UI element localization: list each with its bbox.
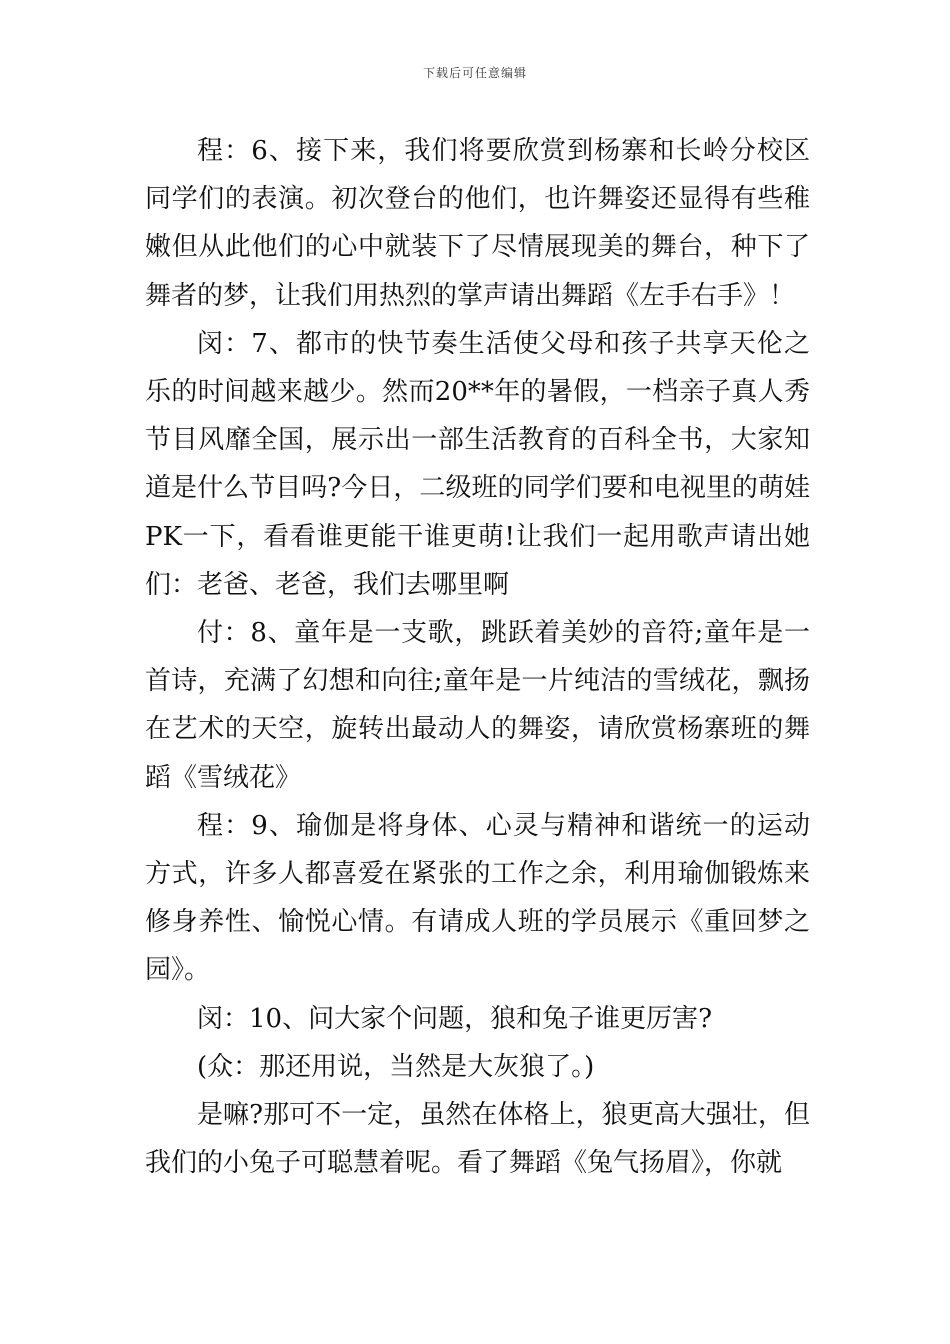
page-header-note: 下载后可任意编辑 [422,66,527,80]
paragraph-continuation: 是嘛?那可不一定，虽然在体格上，狼更高大强壮，但我们的小兔子可聪慧着呢。看了舞蹈《兔气扬眉》，你就 [145,1100,810,1179]
paragraph-min-7: 闵：7、都市的快节奏生活使父母和孩子共享天伦之乐的时间越来越少。然而20**年的暑假，一档亲子真人秀节目风靡全国，展示出一部生活教育的百科全书，大家知道是什么节目吗?今日，二级班的同学们要和电视里的萌娃PK一下，看看谁更能干谁更萌!让我们一起用歌声请出她们：老爸、老爸，我们去哪里啊 [145,328,810,600]
document-body [145,127,810,1187]
paragraph-fu-8: 付：8、童年是一支歌，跳跃着美妙的音符;童年是一首诗，充满了幻想和向往;童年是一片纯洁的雪绒花，飘扬在艺术的天空，旋转出最动人的舞姿，请欣赏杨寨班的舞蹈《雪绒花》 [145,618,810,793]
paragraph-min-10: 闵：10、问大家个问题，狼和兔子谁更厉害? [197,1003,713,1034]
paragraph-cheng-9: 程：9、瑜伽是将身体、心灵与精神和谐统一的运动方式，许多人都喜爱在紧张的工作之余，利用瑜伽锻炼来修身养性、愉悦心情。有请成人班的学员展示《重回梦之园》。 [145,810,810,986]
paragraph-audience-reply: (众：那还用说，当然是大灰狼了。) [197,1051,595,1082]
paragraph-cheng-6: 程：6、接下来，我们将要欣赏到杨寨和长岭分校区同学们的表演。初次登台的他们，也许舞姿还显得有些稚嫩但从此他们的心中就装下了尽情展现美的舞台，种下了舞者的梦，让我们用热烈的掌声请出舞蹈《左手右手》！ [145,136,810,311]
